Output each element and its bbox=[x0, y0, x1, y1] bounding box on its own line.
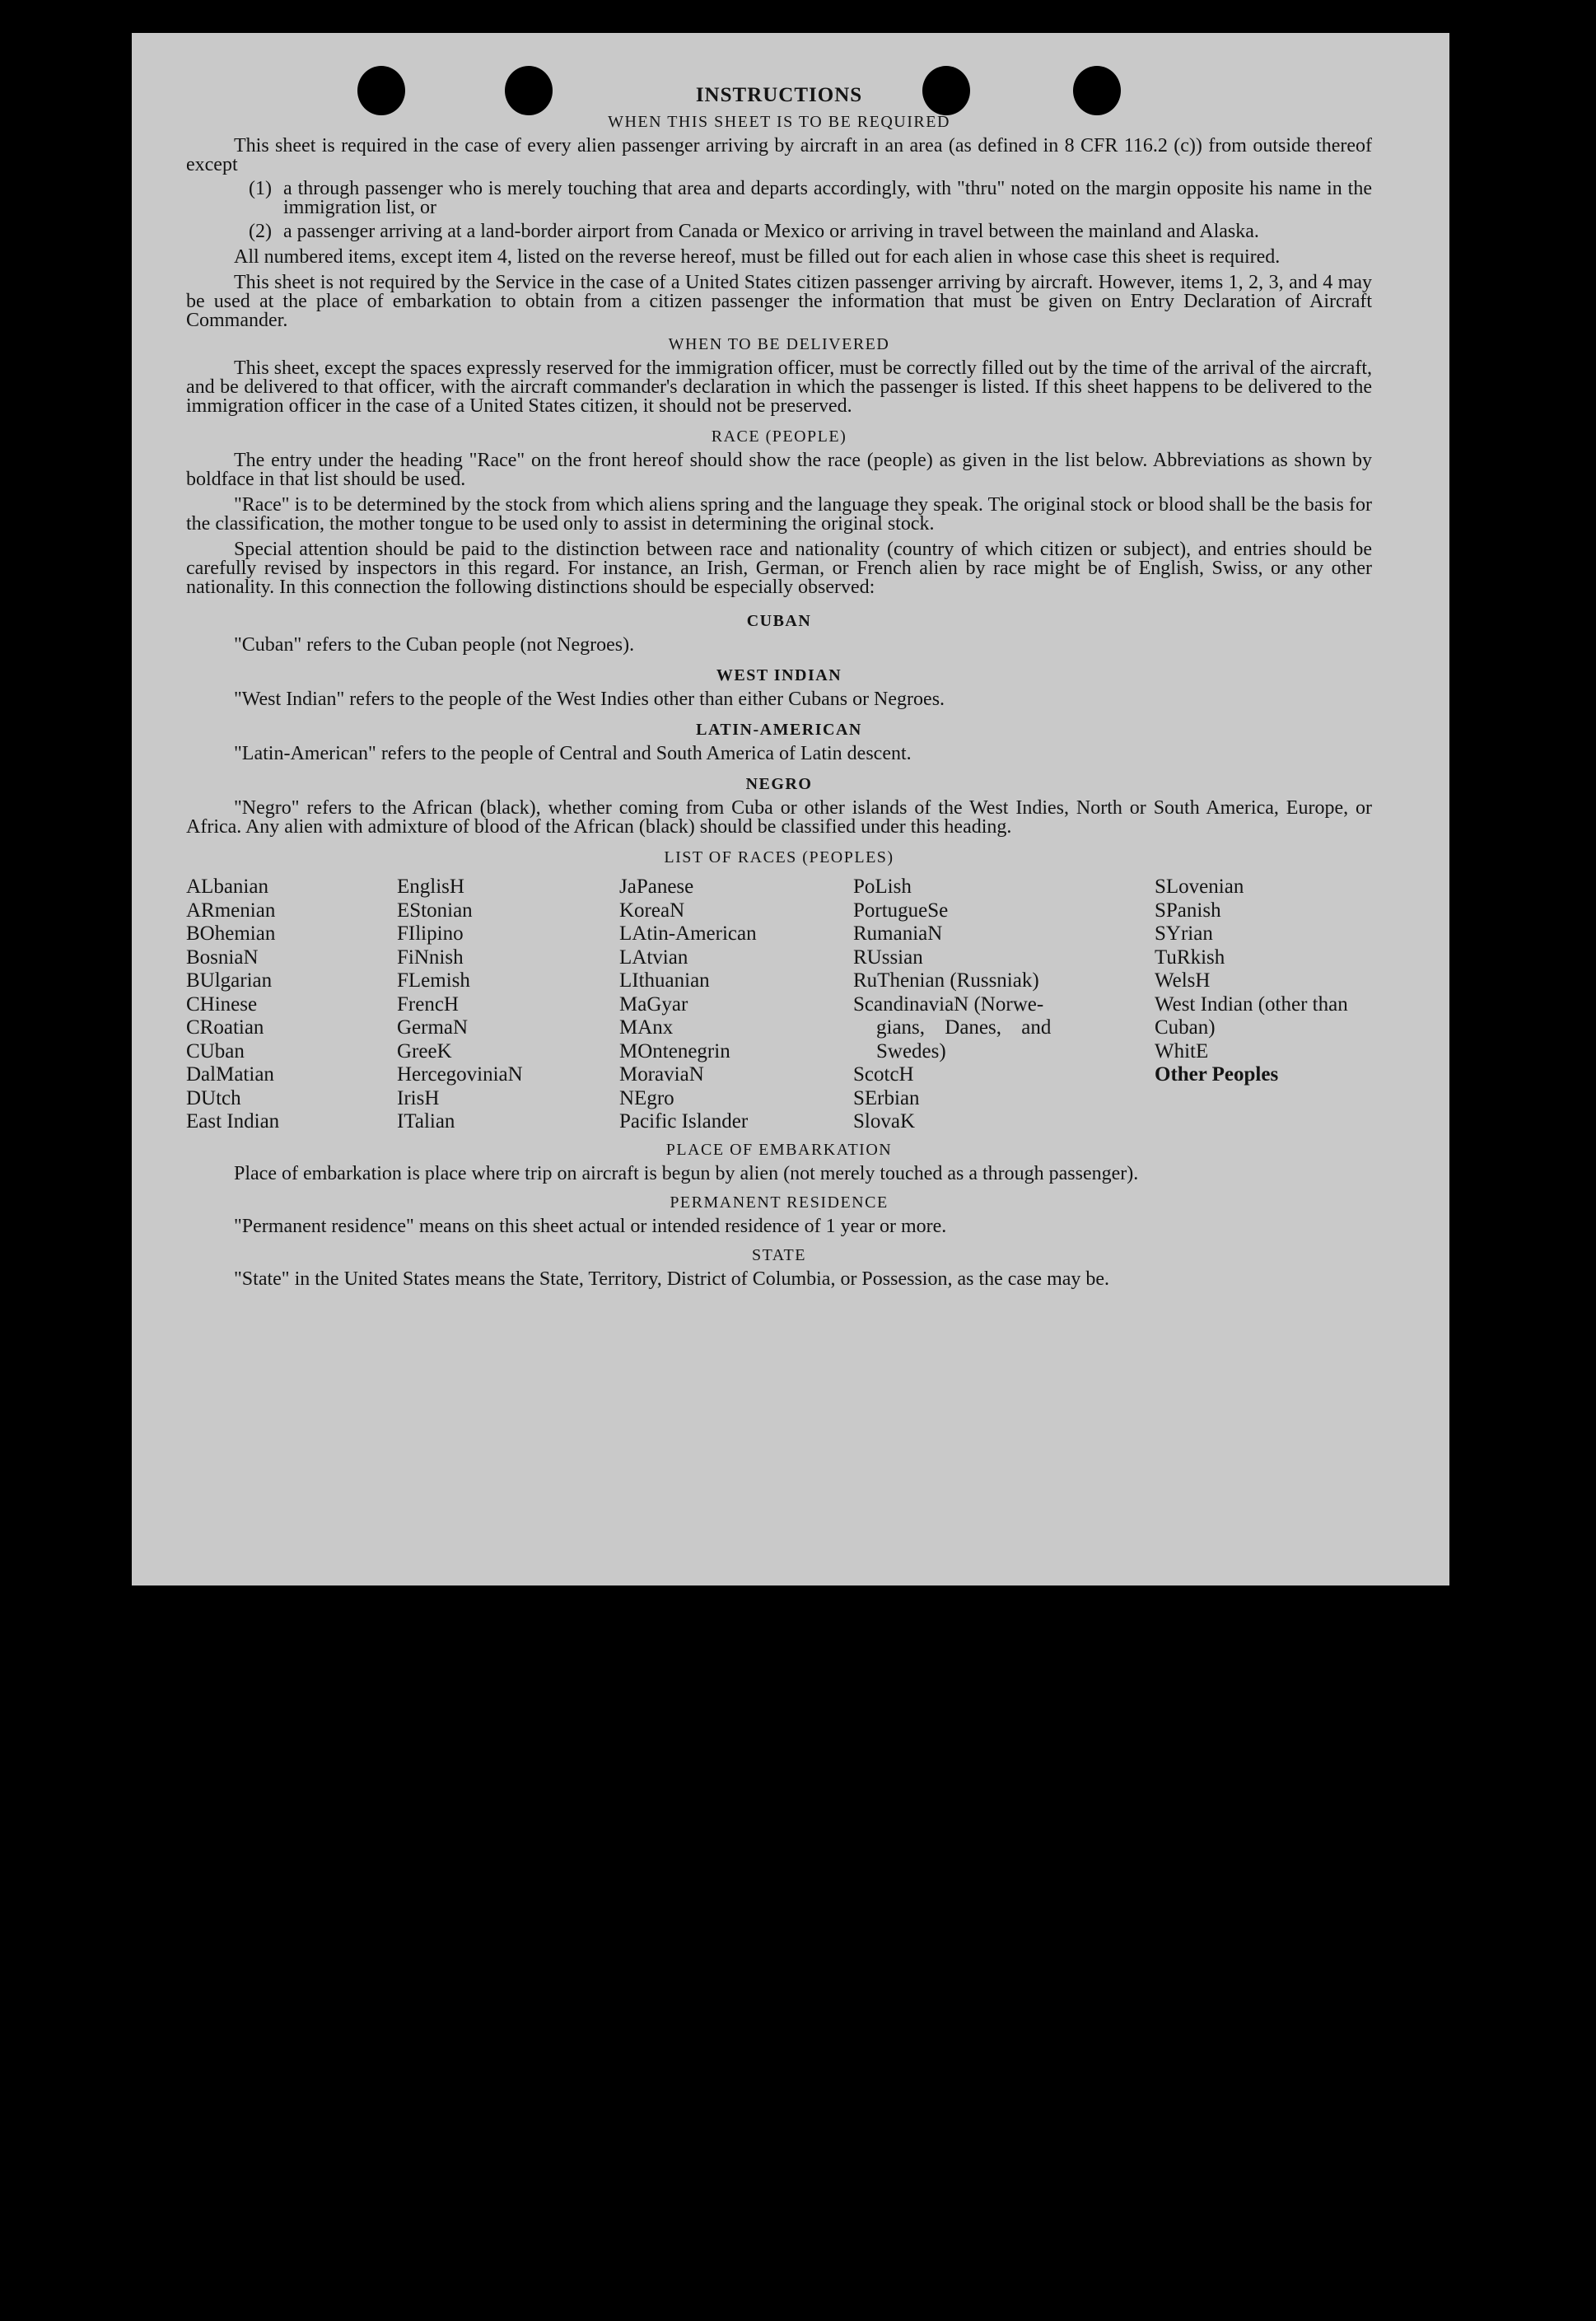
item-number: (2) bbox=[249, 221, 272, 242]
race-entry: RumaniaN bbox=[853, 922, 943, 945]
race-list bbox=[186, 876, 1372, 1136]
paragraph-negro: "Negro" refers to the African (black), whether coming from Cuba or other islands of the West Indies, North or South America, Europe, or Africa. Any alien with admixture of blood of the African (black) should be classified under this heading. bbox=[186, 797, 1372, 838]
race-entry: DUtch bbox=[186, 1086, 241, 1109]
race-entry: RuThenian (Russniak) bbox=[853, 969, 1039, 992]
race-entry: ITalian bbox=[397, 1110, 455, 1132]
race-entry: ScotcH bbox=[853, 1063, 914, 1086]
race-entry: FLemish bbox=[397, 969, 470, 992]
race-entry: SlovaK bbox=[853, 1110, 915, 1132]
race-entry: LAtvian bbox=[619, 946, 688, 969]
race-entry: EnglisH bbox=[397, 876, 464, 898]
race-entry: BosniaN bbox=[186, 946, 259, 969]
race-entry: IrisH bbox=[397, 1086, 440, 1109]
race-entry: CHinese bbox=[186, 992, 258, 1016]
paragraph-race-entry: The entry under the heading "Race" on the front hereof should show the race (people) as given in the list below. Abbreviations as shown by boldface in that list should be used. bbox=[186, 450, 1372, 490]
paragraph-not-required: This sheet is not required by the Service in the case of a United States citizen passenger arriving by aircraft. However, items 1, 2, 3, and 4 may be used at the place of embarkation to obtain from a citizen passenger the information that must be given on Entry Declaration of Aircraft Commander. bbox=[186, 272, 1372, 331]
race-entry: MAnx bbox=[619, 1016, 674, 1039]
race-entry: TuRkish bbox=[1155, 946, 1225, 969]
heading-when-required: WHEN THIS SHEET IS TO BE REQUIRED bbox=[608, 113, 950, 131]
page-title: INSTRUCTIONS bbox=[695, 84, 863, 106]
race-entry: BOhemian bbox=[186, 922, 276, 945]
heading-when-delivered: WHEN TO BE DELIVERED bbox=[668, 335, 890, 353]
race-column-1 bbox=[186, 876, 384, 1134]
race-entry: LAtin-American bbox=[619, 922, 757, 945]
race-entry: West Indian (other than Cuban) bbox=[1155, 992, 1348, 1039]
race-entry: SYrian bbox=[1155, 922, 1213, 945]
race-entry: CRoatian bbox=[186, 1016, 264, 1039]
race-entry: PoLish bbox=[853, 876, 912, 898]
paragraph-delivered: This sheet, except the spaces expressly reserved for the immigration officer, must be correctly filled out by the time of the arrival of the aircraft, and be delivered to that officer, with the aircraft commander's declaration in which the passenger is listed. If this sheet happens to be delivered to the immigration officer in the case of a United States citizen, it should not be preserved. bbox=[186, 357, 1372, 417]
heading-cuban: CUBAN bbox=[746, 612, 812, 630]
paragraph-cuban: "Cuban" refers to the Cuban people (not Negroes). bbox=[234, 634, 635, 656]
paragraph-required: This sheet is required in the case of every alien passenger arriving by aircraft in an area (as defined in 8 CFR 116.2 (c)) from outside thereof except bbox=[186, 135, 1372, 175]
paragraph-special-attention: Special attention should be paid to the distinction between race and nationality (country of which citizen or subject), and entries should be carefully revised by inspectors in this regard. For instance, an Irish, German, or French alien by race might be of English, Swiss, or any other nationality. In this connection the following distinctions should be especially observed: bbox=[186, 539, 1372, 598]
race-entry: MaGyar bbox=[619, 992, 688, 1016]
heading-negro: NEGRO bbox=[745, 775, 813, 793]
race-entry: Other Peoples bbox=[1155, 1063, 1279, 1086]
race-entry: BUlgarian bbox=[186, 969, 273, 992]
heading-state: STATE bbox=[752, 1246, 806, 1264]
race-entry: LIthuanian bbox=[619, 969, 710, 992]
race-column-4 bbox=[853, 876, 1117, 1134]
race-entry: JaPanese bbox=[619, 876, 694, 898]
race-entry: WelsH bbox=[1155, 969, 1211, 992]
race-entry: SPanish bbox=[1155, 899, 1221, 922]
exception-item bbox=[186, 222, 1372, 241]
exception-item bbox=[186, 180, 1372, 217]
race-entry: WhitE bbox=[1155, 1039, 1209, 1062]
item-text: a passenger arriving at a land-border airport from Canada or Mexico or arriving in travel between the mainland and Alaska. bbox=[283, 221, 1259, 242]
race-column-2 bbox=[397, 876, 611, 1134]
paragraph-state: "State" in the United States means the State, Territory, District of Columbia, or Possession, as the case may be. bbox=[234, 1268, 1110, 1290]
paragraph-residence: "Permanent residence" means on this sheet actual or intended residence of 1 year or more. bbox=[234, 1216, 947, 1237]
race-entry: FiNnish bbox=[397, 946, 464, 969]
race-entry: GreeK bbox=[397, 1039, 452, 1062]
heading-permanent-residence: PERMANENT RESIDENCE bbox=[670, 1193, 889, 1212]
race-entry: RUssian bbox=[853, 946, 923, 969]
race-entry: MOntenegrin bbox=[619, 1039, 730, 1062]
race-entry: ALbanian bbox=[186, 876, 268, 898]
race-column-3 bbox=[619, 876, 850, 1134]
item-text: a through passenger who is merely touching that area and departs accordingly, with "thru" noted on the margin opposite his name in the immigration list, or bbox=[283, 178, 1372, 218]
race-entry: HercegoviniaN bbox=[397, 1063, 523, 1086]
race-entry: PortugueSe bbox=[853, 899, 949, 922]
paragraph-numbered-items: All numbered items, except item 4, listed on the reverse hereof, must be filled out for each alien in whose case this sheet is required. bbox=[234, 246, 1281, 268]
form-sheet bbox=[132, 33, 1449, 1585]
race-entry: GermaN bbox=[397, 1016, 469, 1039]
race-entry: FrencH bbox=[397, 992, 459, 1016]
race-entry: SErbian bbox=[853, 1086, 920, 1109]
race-entry: gians, Danes, and bbox=[876, 1016, 1052, 1039]
heading-list-of-races: LIST OF RACES (PEOPLES) bbox=[664, 848, 894, 866]
heading-latin-american: LATIN-AMERICAN bbox=[696, 721, 862, 739]
race-entry: ARmenian bbox=[186, 899, 276, 922]
paragraph-race-determined: "Race" is to be determined by the stock from which aliens spring and the language they speak. The original stock or blood shall be the basis for the classification, the mother tongue to be used only to assist in determining the original stock. bbox=[186, 494, 1372, 535]
race-entry: DalMatian bbox=[186, 1063, 274, 1086]
race-entry: Swedes) bbox=[876, 1039, 946, 1062]
heading-west-indian: WEST INDIAN bbox=[716, 666, 842, 684]
race-entry: FIlipino bbox=[397, 922, 464, 945]
race-entry: MoraviaN bbox=[619, 1063, 704, 1086]
race-entry: ScandinaviaN (Norwe- bbox=[853, 992, 1044, 1016]
heading-race: RACE (PEOPLE) bbox=[711, 427, 847, 446]
race-column-5 bbox=[1155, 876, 1372, 1087]
paragraph-embarkation: Place of embarkation is place where trip on aircraft is begun by alien (not merely touched as a through passenger). bbox=[234, 1163, 1139, 1184]
instructions-content bbox=[186, 86, 1372, 1289]
race-entry: SLovenian bbox=[1155, 876, 1244, 898]
race-entry: East Indian bbox=[186, 1110, 280, 1132]
race-entry: KoreaN bbox=[619, 899, 685, 922]
race-entry: NEgro bbox=[619, 1086, 674, 1109]
paragraph-latin-american: "Latin-American" refers to the people of Central and South America of Latin descent. bbox=[234, 743, 912, 764]
heading-place-of-embarkation: PLACE OF EMBARKATION bbox=[665, 1141, 893, 1159]
race-entry: CUban bbox=[186, 1039, 245, 1062]
item-number: (1) bbox=[249, 178, 272, 199]
race-entry: EStonian bbox=[397, 899, 473, 922]
paragraph-west-indian: "West Indian" refers to the people of the West Indies other than either Cubans or Negroes. bbox=[234, 689, 945, 710]
race-entry: Pacific Islander bbox=[619, 1110, 749, 1132]
